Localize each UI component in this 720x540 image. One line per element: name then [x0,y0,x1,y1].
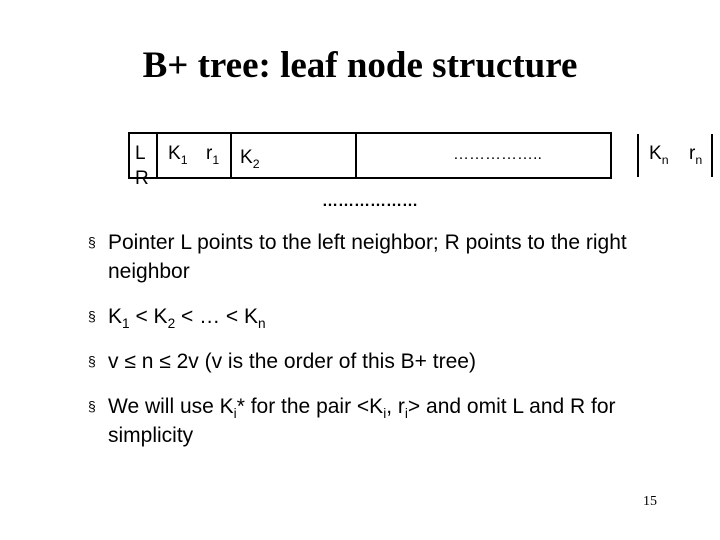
b4-sub-i1: i [233,406,237,422]
bullet-item-4 [88,392,688,450]
key-2 [230,134,260,177]
key-1 [168,143,188,165]
record-n [689,143,702,165]
key-2-subscript: 2 [252,156,260,171]
key-2-letter: K [240,147,253,168]
b2-lt-1: < K [129,305,168,328]
key-1-letter: K [168,143,181,164]
b4-comma: , r [386,395,405,418]
record-1 [206,143,219,165]
key-n [649,143,669,165]
bullet-marker: § [88,308,96,324]
first-key-cell [158,134,357,177]
b2-sub-1: 1 [122,316,130,332]
b4-sub-i2: i [383,406,387,422]
key-1-subscript: 1 [180,152,188,167]
b2-sub-n: n [258,316,266,332]
b4-star: * for the pair <K [236,395,384,418]
record-1-letter: r [206,143,213,164]
left-pointer-label: L [135,143,146,164]
bullet-text [108,395,616,447]
b2-k: K [108,305,123,328]
bullet-item-1 [88,228,688,286]
last-key-cell [637,134,713,177]
bullet-text [108,305,266,332]
bullet-item-2 [88,302,688,331]
bullet-marker: § [88,353,96,369]
right-pointer-cell [713,134,720,177]
page-number: 15 [643,494,657,509]
b4-sub-i3: i [404,406,408,422]
bullet-marker: § [88,234,96,250]
key-n-letter: K [649,143,662,164]
b4-a: We will use K [108,395,234,418]
b2-lt-2: < … < K [175,305,259,328]
ellipsis-inside: …………….. [453,146,542,163]
b2-sub-2: 2 [167,316,176,332]
ellipsis-below: ……………… [322,193,418,210]
middle-entries-cell [357,134,637,177]
record-1-subscript: 1 [212,152,220,167]
bullet-marker: § [88,398,96,414]
bullet-item-3 [88,347,688,376]
right-pointer-label: R [135,168,149,189]
leaf-node-diagram [128,132,703,179]
bullet-list [88,228,688,466]
bullet-text: Pointer L points to the left neighbor; R points to the right neighbor [108,231,627,283]
bullet-text: v ≤ n ≤ 2v (v is the order of this B+ tree) [108,350,476,373]
record-n-letter: r [689,143,696,164]
key-n-subscript: n [661,152,669,167]
b4-rest: > and omit L and R for simplicity [108,395,616,447]
record-n-subscript: n [695,152,703,167]
slide-title: B+ tree: leaf node structure [142,45,578,86]
